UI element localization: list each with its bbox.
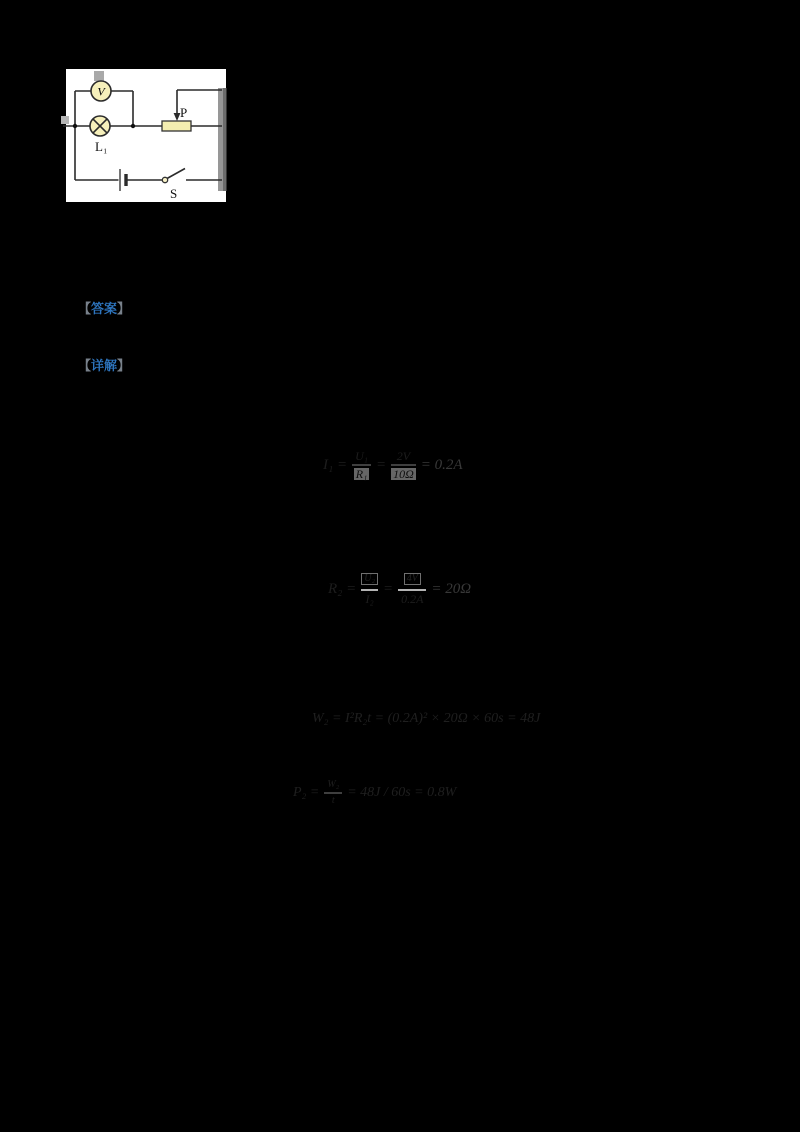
- fraction-bar: [324, 792, 342, 794]
- circuit-wires: [63, 90, 222, 180]
- voltmeter-icon: [91, 81, 111, 101]
- formula-current: [323, 450, 463, 480]
- formula2-fraction-2: [398, 573, 426, 605]
- formula1-frac1-num: U₁: [355, 449, 368, 463]
- fraction-bar: [391, 464, 416, 466]
- lamp-icon: [90, 116, 110, 136]
- junction-dot-left: [73, 124, 77, 128]
- formula2-frac1-den: I₂: [365, 592, 374, 606]
- formula4-lhs: P₂ =: [293, 785, 320, 800]
- formula4-frac-den: t: [331, 795, 335, 806]
- formula1-fraction-1: [352, 450, 371, 480]
- badge-bracket-close: 】: [117, 358, 131, 373]
- answer-badge: [78, 301, 130, 316]
- formula1-frac2-den: 10Ω: [393, 467, 414, 481]
- explanation-badge-label: 详解: [91, 358, 118, 373]
- scan-bar-right-edge: [223, 88, 227, 191]
- badge-bracket-close: 】: [117, 301, 131, 316]
- scan-bar-right: [218, 88, 223, 191]
- circuit-svg: [66, 69, 226, 202]
- formula1-fraction-2: [391, 450, 416, 480]
- formula-work: W₂ = I²R₂t = (0.2A)² × 20Ω × 60s = 48J: [312, 711, 541, 726]
- answer-badge-label: 答案: [91, 301, 118, 316]
- switch-label: S: [170, 186, 178, 201]
- rheostat-icon: [162, 121, 191, 131]
- formula2-equals: =: [382, 580, 394, 597]
- voltmeter-label: V: [97, 84, 105, 99]
- formula2-fraction-1: [361, 573, 378, 605]
- fraction-bar: [361, 589, 378, 591]
- formula2-result: = 20Ω: [431, 580, 472, 597]
- scan-tab-left: [61, 116, 69, 124]
- explanation-badge: [78, 358, 130, 373]
- formula4-rest: = 48J / 60s = 0.8W: [347, 785, 457, 800]
- scan-tab-top: [94, 71, 104, 81]
- fraction-bar: [352, 464, 371, 466]
- formula1-frac1-den: R₁: [355, 467, 368, 481]
- circuit-diagram: [66, 69, 226, 202]
- fraction-bar: [398, 589, 426, 591]
- slider-label: P: [180, 105, 188, 120]
- formula1-frac2-num: 2V: [396, 449, 411, 463]
- formula-power: [293, 780, 456, 806]
- formula4-fraction: [324, 780, 342, 806]
- formula2-frac2-den: 0.2A: [401, 592, 424, 606]
- lamp-label: L₁: [95, 139, 108, 154]
- junction-dot-right: [131, 124, 135, 128]
- battery-icon: [120, 169, 126, 191]
- formula1-result: = 0.2A: [420, 456, 463, 473]
- formula1-lhs: I₁ =: [323, 456, 348, 473]
- formula-resistance: [328, 573, 471, 605]
- formula2-frac2-num: 4V: [404, 573, 421, 585]
- badge-bracket-open: 【: [78, 301, 92, 316]
- switch-contact-icon: [162, 177, 167, 182]
- formula1-equals: =: [375, 456, 387, 473]
- formula2-frac1-num: U₂: [361, 573, 378, 585]
- formula4-frac-num: W₂: [327, 779, 340, 790]
- badge-bracket-open: 【: [78, 358, 92, 373]
- formula2-lhs: R₂ =: [328, 580, 357, 597]
